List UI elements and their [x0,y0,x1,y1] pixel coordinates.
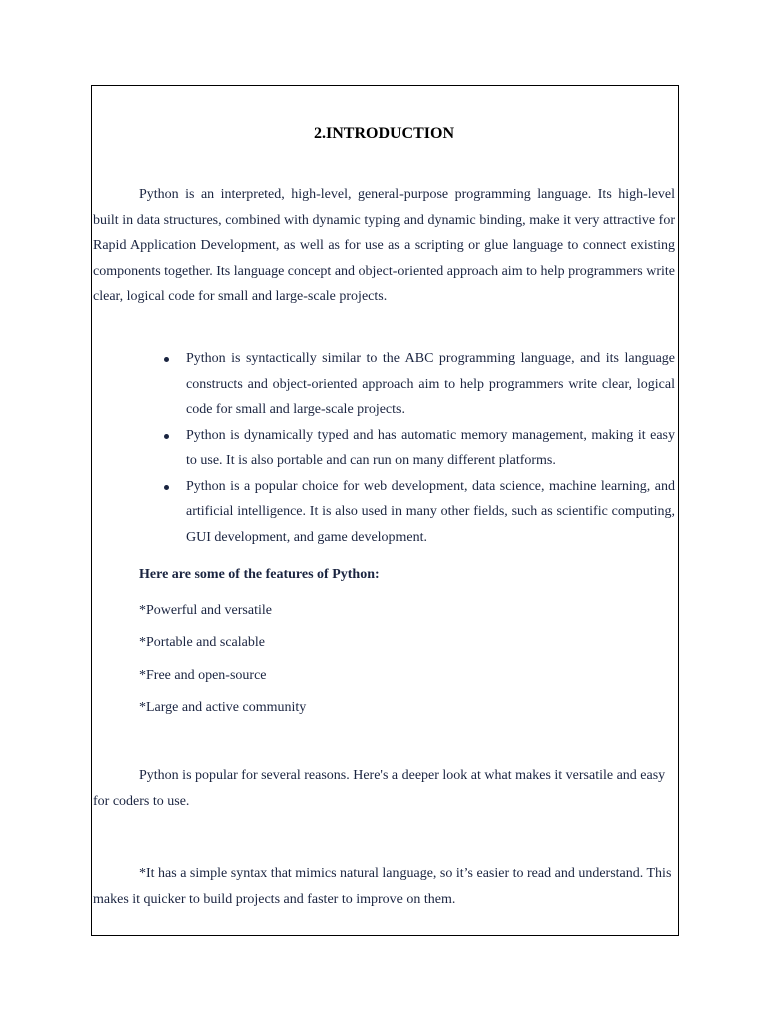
list-item-text: Python is syntactically similar to the ABC programming language, and its language constructs and object-oriented approach aim to help programmers write clear, logical code for small and large-scale projects. [186,351,675,417]
features-heading: Here are some of the features of Python: [139,567,380,582]
feature-item: *Large and active community [139,700,307,715]
feature-item: *Powerful and versatile [139,603,272,618]
list-item [93,346,675,423]
bullet-icon [164,485,169,490]
list-item-text: Python is dynamically typed and has automatic memory management, making it easy to use. It is also portable and can run on many different platforms. [186,427,675,468]
page-title: 2.INTRODUCTION [313,125,454,142]
bullet-icon [164,357,169,362]
feature-item: *Free and open-source [139,668,267,683]
bullet-icon [164,434,169,439]
list-item-text: Python is a popular choice for web development, data science, machine learning, and artificial intelligence. It is also used in many other fields, such as scientific computing, GUI development, and game development. [186,478,675,545]
intro-paragraph: Python is an interpreted, high-level, general-purpose programming language. Its high-level built in data structures, combined with dynamic typing and dynamic binding, make it very attractive for Rapid Application Development, as well as for use as a scripting or glue language to connect existing components together. Its language concept and object-oriented approach aim to help programmers write clear, logical code for small and large-scale projects. [93,187,675,304]
reasons-paragraph: Python is popular for several reasons. Here's a deeper look at what makes it versatile and easy for coders to use. [93,768,666,809]
bullet-list [93,346,675,550]
syntax-paragraph: *It has a simple syntax that mimics natural language, so it’s easier to read and understand. This makes it quicker to build projects and faster to improve on them. [93,866,672,907]
feature-item: *Portable and scalable [139,635,265,650]
list-item [93,474,675,551]
list-item [93,423,675,474]
